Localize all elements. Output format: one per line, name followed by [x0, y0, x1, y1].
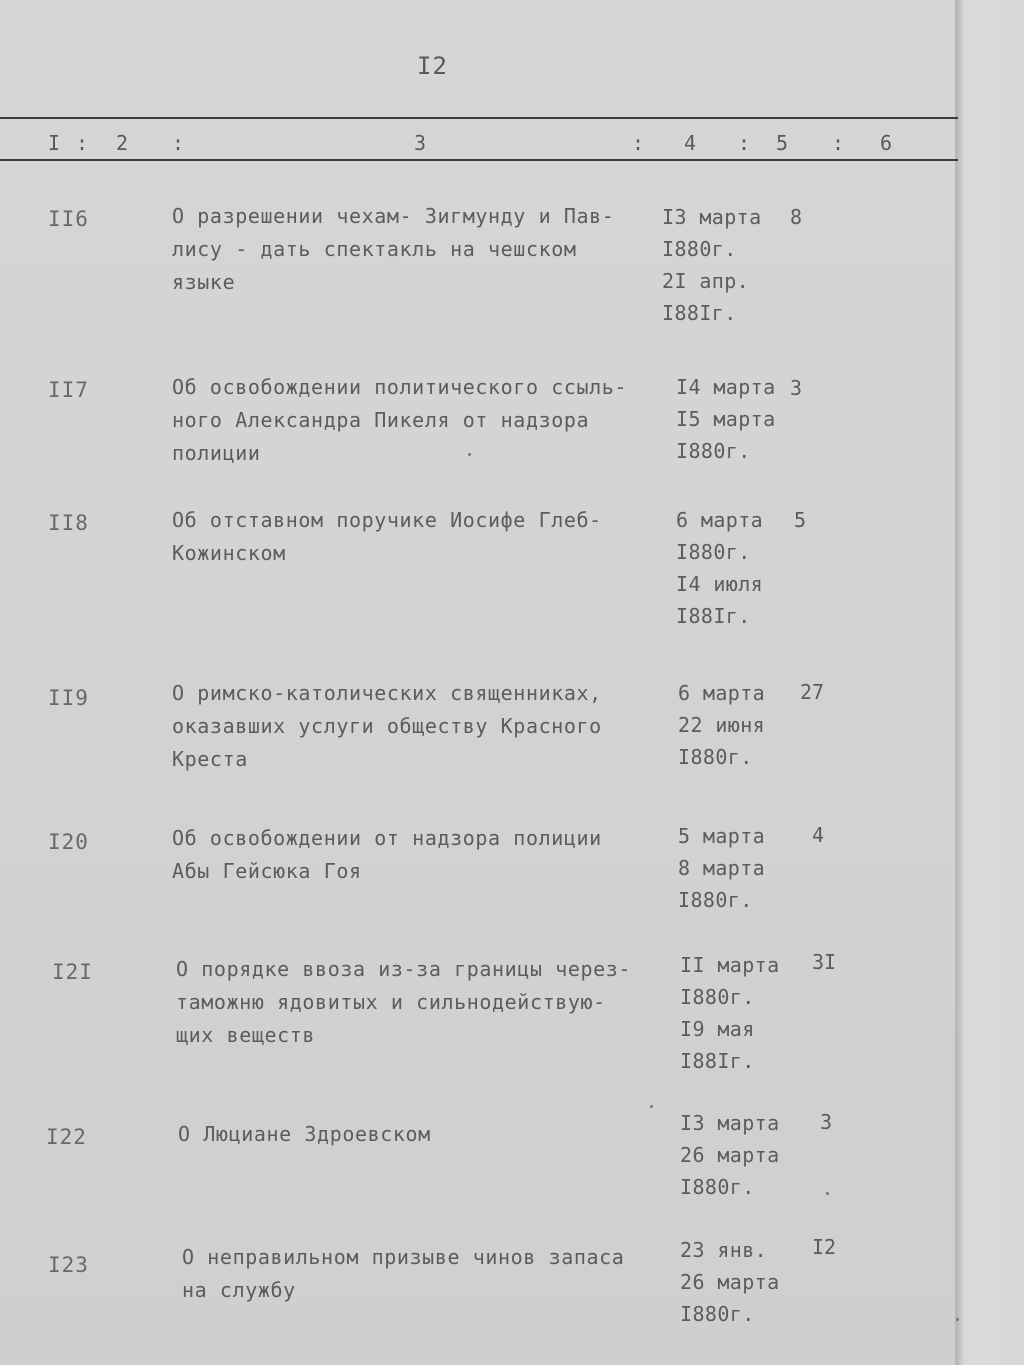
entry-title-line: Абы Гейсюка Гоя — [172, 859, 362, 883]
entry-title — [172, 822, 662, 888]
entry-date-line: I880г. — [676, 540, 751, 564]
entry-date-line: I3 марта — [680, 1111, 780, 1135]
entry-date-line: I4 июля — [676, 572, 764, 596]
entry-title-line: О порядке ввоза из-за границы через- — [176, 957, 632, 981]
entry-title-line: ного Александра Пикеля от надзора — [172, 408, 590, 432]
entry-title-line: О неправильном призыве чинов запаса — [182, 1245, 625, 1269]
column-separator: : — [76, 131, 89, 155]
scan-speck — [826, 1192, 829, 1195]
entry-title-line: О разрешении чехам- Зигмунду и Пав- — [172, 204, 615, 228]
entry-title-line: Креста — [172, 747, 248, 771]
entry-date-line: I880г. — [680, 1175, 755, 1199]
entry-date-line: 5 марта — [678, 824, 766, 848]
entry-date-line: 8 марта — [678, 856, 766, 880]
entry-sheet-count: 8 — [790, 205, 803, 229]
entry-date-line: I880г. — [676, 439, 751, 463]
entry-title-line: на службу — [182, 1278, 296, 1302]
entry-dates — [680, 1234, 780, 1330]
column-header-3: 3 — [414, 131, 427, 155]
entry-date-line: I880г. — [662, 237, 737, 261]
entry-title-line: Кожинском — [172, 541, 286, 565]
entry-dates — [680, 949, 780, 1077]
entry-number: II9 — [48, 686, 89, 710]
entry-dates — [676, 371, 776, 467]
entry-dates — [676, 504, 763, 632]
entry-date-line: I4 марта — [676, 375, 776, 399]
entry-title — [178, 1118, 668, 1151]
entry-title-line: О римско-католических священниках, — [172, 681, 602, 705]
entry-title-line: Об освобождении от надзора полиции — [172, 826, 602, 850]
entry-date-line: I3 марта — [662, 205, 762, 229]
entry-title-line: щих веществ — [176, 1023, 316, 1047]
entry-date-line: 2I апр. — [662, 269, 750, 293]
scan-speck — [650, 1105, 653, 1108]
column-header-2: 2 — [116, 131, 129, 155]
entry-date-line: 6 марта — [678, 681, 766, 705]
scan-speck — [468, 453, 471, 456]
entry-sheet-count: I2 — [812, 1235, 837, 1259]
entry-date-line: 26 марта — [680, 1270, 780, 1294]
entry-sheet-count: 5 — [794, 508, 807, 532]
entry-date-line: 22 июня — [678, 713, 766, 737]
entry-sheet-count: 27 — [800, 680, 825, 704]
entry-date-line: I880г. — [680, 985, 755, 1009]
entry-title — [182, 1241, 672, 1307]
entry-title-line: Об отставном поручике Иосифе Глеб- — [172, 508, 602, 532]
entry-title — [172, 200, 662, 299]
entry-sheet-count: 3I — [812, 950, 837, 974]
entry-number: II7 — [48, 378, 89, 402]
entry-sheet-count: 3 — [790, 376, 803, 400]
entry-date-line: I880г. — [680, 1302, 755, 1326]
underlying-page — [958, 0, 1024, 1365]
header-rule-top — [0, 117, 958, 119]
column-header-1: I — [48, 131, 61, 155]
column-separator: : — [172, 131, 185, 155]
column-header-6: 6 — [880, 131, 893, 155]
entry-number: I20 — [48, 830, 89, 854]
entry-date-line: I5 марта — [676, 407, 776, 431]
entry-dates — [678, 677, 765, 773]
entry-title-line: языке — [172, 270, 236, 294]
entry-date-line: I9 мая — [680, 1017, 755, 1041]
entry-title-line: оказавших услуги обществу Красного — [172, 714, 602, 738]
entry-sheet-count: 3 — [820, 1110, 833, 1134]
entry-date-line: II марта — [680, 953, 780, 977]
column-separator: : — [632, 131, 645, 155]
entry-date-line: I88Iг. — [662, 301, 737, 325]
entry-number: II6 — [48, 207, 89, 231]
entry-number: I22 — [46, 1125, 87, 1149]
entry-number: I2I — [52, 960, 93, 984]
header-rule-bottom — [0, 159, 958, 161]
entry-title — [172, 504, 662, 570]
entry-date-line: I88Iг. — [680, 1049, 755, 1073]
entry-date-line: 23 янв. — [680, 1238, 768, 1262]
entry-number: II8 — [48, 511, 89, 535]
entry-date-line: I880г. — [678, 888, 753, 912]
entry-title — [176, 953, 666, 1052]
column-separator: : — [832, 131, 845, 155]
entry-title-line: Об освобождении политического ссыль- — [172, 375, 628, 399]
entry-dates — [678, 820, 765, 916]
entry-date-line: I88Iг. — [676, 604, 751, 628]
entry-dates — [680, 1107, 780, 1203]
entry-title — [172, 677, 662, 776]
entry-date-line: 26 марта — [680, 1143, 780, 1167]
entry-sheet-count: 4 — [812, 823, 825, 847]
page-number: I2 — [417, 52, 448, 80]
column-header-5: 5 — [776, 131, 789, 155]
entry-date-line: I880г. — [678, 745, 753, 769]
column-separator: : — [738, 131, 751, 155]
entry-title-line: полиции — [172, 441, 261, 465]
entry-title-line: таможню ядовитых и сильнодействую- — [176, 990, 606, 1014]
column-header-4: 4 — [684, 131, 697, 155]
entry-number: I23 — [48, 1253, 89, 1277]
entry-date-line: 6 марта — [676, 508, 764, 532]
entry-title — [172, 371, 662, 470]
entry-title-line: О Люциане Здроевском — [178, 1122, 431, 1146]
scan-speck — [956, 1318, 959, 1321]
entry-dates — [662, 201, 762, 329]
entry-title-line: лису - дать спектакль на чешском — [172, 237, 577, 261]
